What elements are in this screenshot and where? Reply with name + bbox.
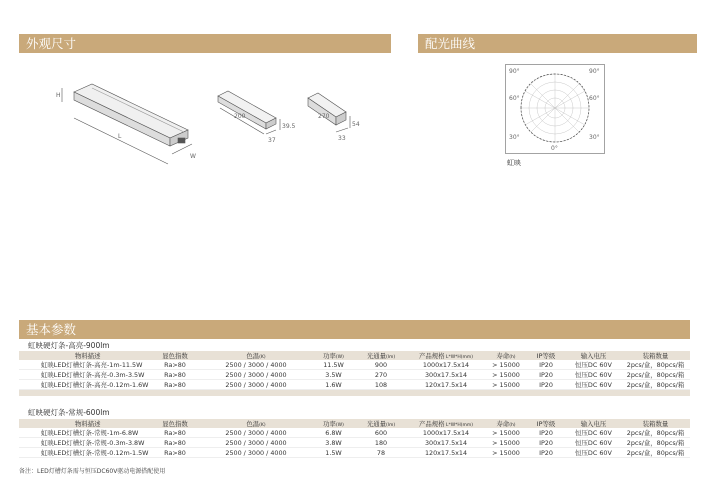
- cell-spec: 1000x17.5x14: [406, 428, 486, 438]
- section-header-dimensions: 外观尺寸: [19, 34, 391, 53]
- group-title-1: 虹映硬灯条-高亮-900lm: [28, 341, 110, 350]
- cell-cri: Ra>80: [149, 370, 201, 380]
- cell-life: > 15000: [486, 448, 526, 458]
- cell-cct: 2500 / 3000 / 4000: [201, 370, 311, 380]
- polar-label-tr: 90°: [589, 68, 600, 75]
- cell-power: 1.6W: [311, 380, 356, 390]
- cell-voltage: 恒压DC 60V: [566, 370, 621, 380]
- table-row: [19, 448, 690, 458]
- cell-ip: IP20: [526, 438, 566, 448]
- polar-label-bottom: 0°: [551, 145, 558, 152]
- col-spec: 产品规格 L*W*H(mm): [406, 351, 486, 360]
- dim-label-small1-length: 200: [234, 113, 246, 120]
- polar-label-ml: 60°: [509, 95, 520, 102]
- cell-pack: 2pcs/盒，80pcs/箱: [621, 380, 690, 390]
- cell-spec: 300x17.5x14: [406, 438, 486, 448]
- col-cct: 色温(K): [201, 351, 311, 360]
- col-cri: 显色指数: [149, 419, 201, 428]
- cell-flux: 180: [356, 438, 406, 448]
- dim-label-h: H: [56, 92, 61, 99]
- polar-caption: 虹映: [507, 159, 521, 167]
- col-ip: IP等级: [526, 351, 566, 360]
- polar-light-curve: [505, 64, 605, 154]
- col-flux: 光通量(lm): [356, 351, 406, 360]
- section-header-light-curve: 配光曲线: [418, 34, 697, 53]
- footnote: 备注：LED灯槽灯条需与恒压DC60V驱动电源搭配使用: [19, 468, 166, 475]
- cell-voltage: 恒压DC 60V: [566, 438, 621, 448]
- col-cct: 色温(K): [201, 419, 311, 428]
- product-drawing-small-1: [212, 86, 302, 146]
- cell-cri: Ra>80: [149, 428, 201, 438]
- cell-pack: 2pcs/盒，80pcs/箱: [621, 370, 690, 380]
- cell-power: 6.8W: [311, 428, 356, 438]
- cell-pack: 2pcs/盒，80pcs/箱: [621, 438, 690, 448]
- cell-cct: 2500 / 3000 / 4000: [201, 428, 311, 438]
- cell-life: > 15000: [486, 428, 526, 438]
- cell-life: > 15000: [486, 370, 526, 380]
- cell-cri: Ra>80: [149, 380, 201, 390]
- section-header-params: 基本参数: [19, 320, 690, 339]
- cell-life: > 15000: [486, 438, 526, 448]
- col-desc: 物料描述: [19, 351, 149, 360]
- product-drawing-small-2: [302, 88, 382, 148]
- table-row: [19, 380, 690, 390]
- dim-label-w: W: [190, 153, 196, 160]
- col-voltage: 输入电压: [566, 351, 621, 360]
- cell-desc: 虹映LED灯槽灯条-常规-0.3m-3.8W: [19, 438, 149, 448]
- cell-pack: 2pcs/盒，80pcs/箱: [621, 360, 690, 370]
- table-spacer: [19, 390, 690, 397]
- col-life: 寿命(h): [486, 419, 526, 428]
- cell-pack: 2pcs/盒，80pcs/箱: [621, 448, 690, 458]
- cell-cct: 2500 / 3000 / 4000: [201, 438, 311, 448]
- dim-label-small1-height: 39.5: [282, 123, 296, 130]
- dim-label-small2-width: 33: [338, 135, 346, 142]
- polar-label-mr: 60°: [589, 95, 600, 102]
- polar-label-bl: 30°: [509, 134, 520, 141]
- cell-desc: 虹映LED灯槽灯条-高亮-0.3m-3.5W: [19, 370, 149, 380]
- col-pack: 装箱数量: [621, 351, 690, 360]
- cell-voltage: 恒压DC 60V: [566, 428, 621, 438]
- product-drawing-main: [52, 78, 212, 178]
- cell-ip: IP20: [526, 428, 566, 438]
- cell-ip: IP20: [526, 380, 566, 390]
- cell-life: > 15000: [486, 360, 526, 370]
- polar-label-br: 30°: [589, 134, 600, 141]
- spec-table-2: [19, 419, 690, 458]
- table-row: [19, 438, 690, 448]
- cell-power: 3.8W: [311, 438, 356, 448]
- dim-label-small2-height: 54: [352, 121, 360, 128]
- polar-label-tl: 90°: [509, 68, 520, 75]
- dim-label-l: L: [118, 133, 122, 140]
- col-power: 功率(W): [311, 351, 356, 360]
- table-header-row: [19, 419, 690, 428]
- cell-voltage: 恒压DC 60V: [566, 380, 621, 390]
- table-row: [19, 360, 690, 370]
- col-power: 功率(W): [311, 419, 356, 428]
- cell-desc: 虹映LED灯槽灯条-常规-1m-6.8W: [19, 428, 149, 438]
- dim-label-small1-width: 37: [268, 137, 276, 144]
- col-ip: IP等级: [526, 419, 566, 428]
- cell-desc: 虹映LED灯槽灯条-高亮-0.12m-1.6W: [19, 380, 149, 390]
- cell-cct: 2500 / 3000 / 4000: [201, 360, 311, 370]
- cell-voltage: 恒压DC 60V: [566, 448, 621, 458]
- cell-desc: 虹映LED灯槽灯条-常规-0.12m-1.5W: [19, 448, 149, 458]
- cell-flux: 900: [356, 360, 406, 370]
- col-desc: 物料描述: [19, 419, 149, 428]
- group-title-2: 虹映硬灯条-常规-600lm: [28, 408, 110, 417]
- cell-voltage: 恒压DC 60V: [566, 360, 621, 370]
- dim-label-small2-length: 270: [318, 113, 330, 120]
- cell-desc: 虹映LED灯槽灯条-高亮-1m-11.5W: [19, 360, 149, 370]
- cell-cri: Ra>80: [149, 448, 201, 458]
- cell-flux: 108: [356, 380, 406, 390]
- cell-life: > 15000: [486, 380, 526, 390]
- cell-flux: 270: [356, 370, 406, 380]
- cell-ip: IP20: [526, 360, 566, 370]
- cell-spec: 300x17.5x14: [406, 370, 486, 380]
- cell-power: 3.5W: [311, 370, 356, 380]
- col-voltage: 输入电压: [566, 419, 621, 428]
- cell-spec: 120x17.5x14: [406, 448, 486, 458]
- cell-cri: Ra>80: [149, 438, 201, 448]
- cell-ip: IP20: [526, 370, 566, 380]
- cell-spec: 120x17.5x14: [406, 380, 486, 390]
- cell-cct: 2500 / 3000 / 4000: [201, 380, 311, 390]
- col-pack: 装箱数量: [621, 419, 690, 428]
- col-spec: 产品规格 L*W*H(mm): [406, 419, 486, 428]
- table-row: [19, 428, 690, 438]
- cell-power: 1.5W: [311, 448, 356, 458]
- spec-table-1: [19, 351, 690, 396]
- col-flux: 光通量(lm): [356, 419, 406, 428]
- table-row: [19, 370, 690, 380]
- cell-flux: 78: [356, 448, 406, 458]
- cell-ip: IP20: [526, 448, 566, 458]
- col-life: 寿命(h): [486, 351, 526, 360]
- col-cri: 显色指数: [149, 351, 201, 360]
- cell-pack: 2pcs/盒，80pcs/箱: [621, 428, 690, 438]
- cell-spec: 1000x17.5x14: [406, 360, 486, 370]
- cell-cct: 2500 / 3000 / 4000: [201, 448, 311, 458]
- table-header-row: [19, 351, 690, 360]
- cell-cri: Ra>80: [149, 360, 201, 370]
- cell-power: 11.5W: [311, 360, 356, 370]
- cell-flux: 600: [356, 428, 406, 438]
